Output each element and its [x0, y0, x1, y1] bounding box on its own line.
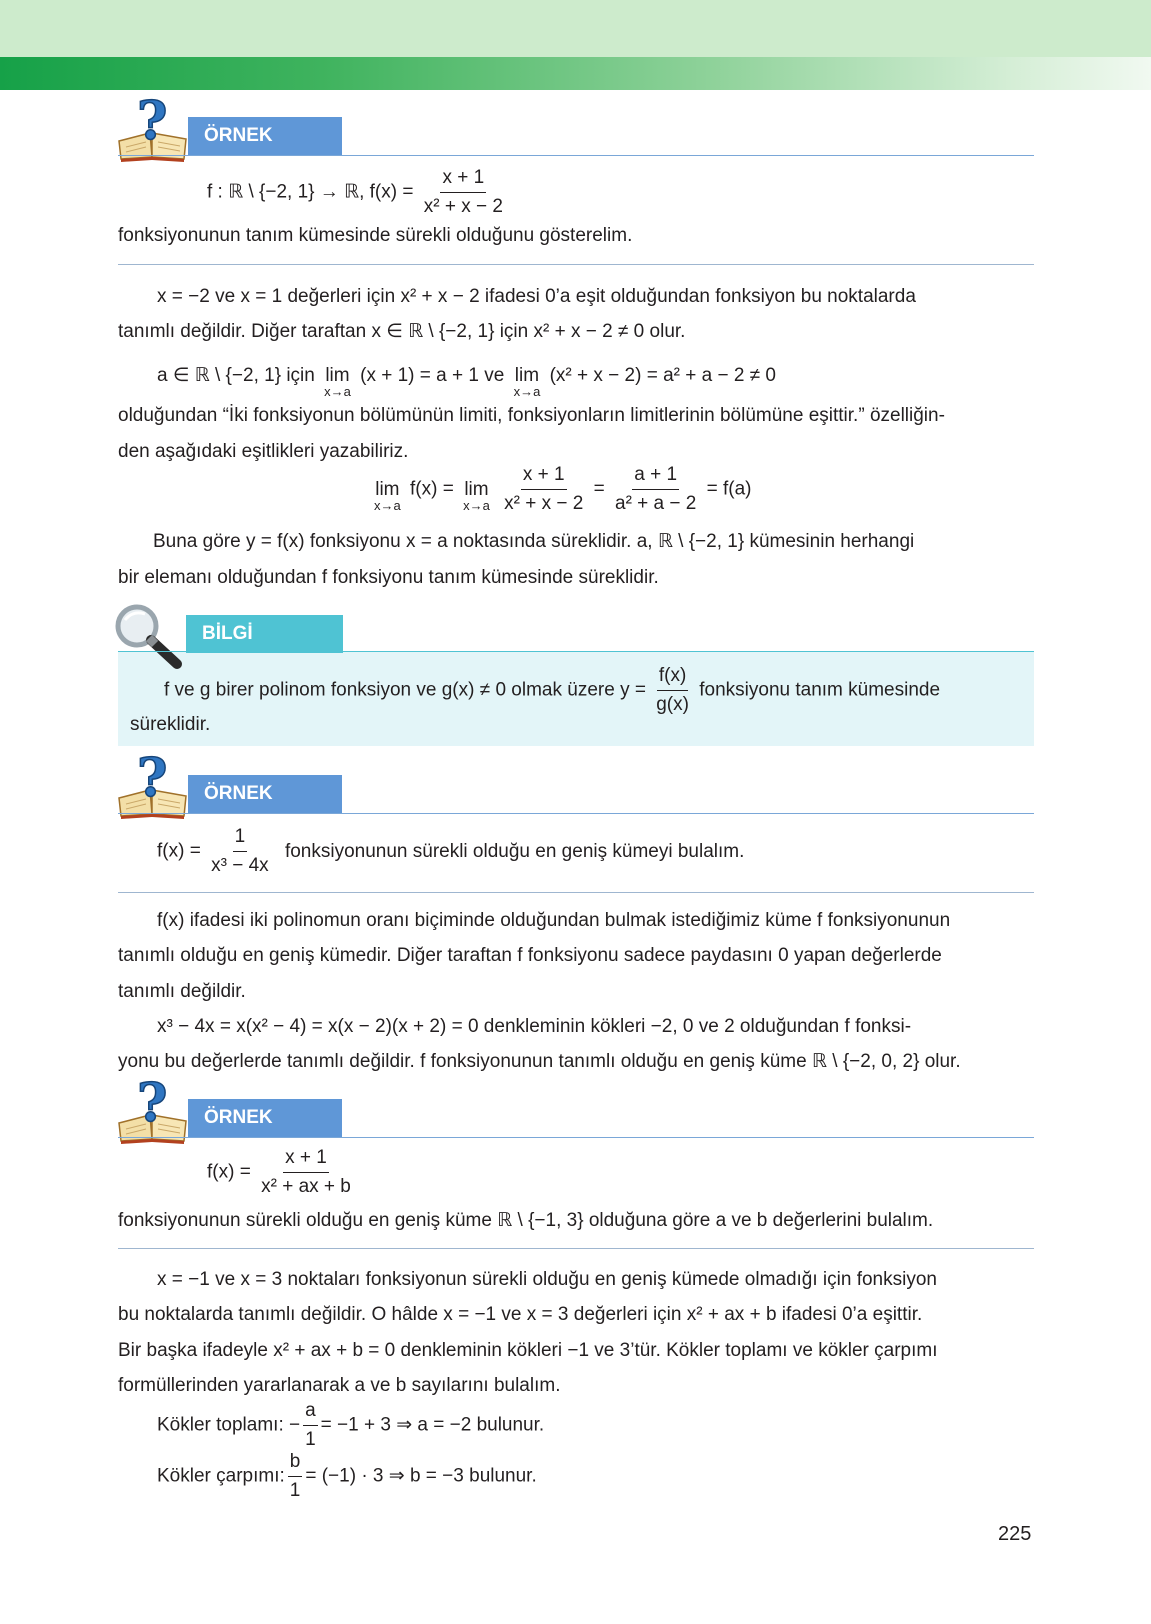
section-rule	[118, 651, 1034, 652]
bilgi-label: BİLGİ	[186, 615, 343, 653]
limit-symbol: lim x→a	[324, 365, 351, 399]
ex1-task: fonksiyonunun tanım kümesinde sürekli olduğunu gösterelim.	[118, 225, 633, 246]
ex3-p1-line1: x = −1 ve x = 3 noktaları fonksiyonun sürekli olduğu en geniş kümede olmadığı için fonksiyon	[157, 1269, 937, 1290]
ex2-definition: f(x) = $\frac{1}{\text{x³ − 4x}}$ fonksiyonunun sürekli olduğu en geniş kümeyi bulalım.	[157, 826, 745, 876]
section-rule	[118, 813, 1034, 814]
fraction: $\frac{a}{1}$	[305, 1400, 316, 1450]
fraction: $\frac{x + 1}{\text{x² + x − 2}}$	[423, 167, 503, 217]
fraction: $\frac{f(x)}{g(x)}$	[656, 665, 689, 715]
roots-sum: Kökler toplamı: − $\frac{a}{1}$ = −1 + 3 ⇒ a = −2 bulunur.	[157, 1400, 545, 1450]
ornek-label: ÖRNEK	[188, 117, 342, 155]
ex1-definition: f : ℝ \ {−2, 1} → ℝ, f(x) = $\frac{x + 1}{\text{x² + x − 2}}$	[207, 167, 503, 217]
divider	[118, 892, 1034, 893]
ex2-p1-line2: tanımlı olduğu en geniş kümedir. Diğer taraftan f fonksiyonu sadece paydasını 0 yapan değerlerde	[118, 945, 942, 966]
ex2-p1-line1: f(x) ifadesi iki polinomun oranı biçiminde olduğundan bulmak istediğimiz küme f fonksiyonunun	[157, 910, 951, 931]
divider	[118, 264, 1034, 265]
fraction: $\frac{a + 1}{\text{a² + a − 2}}$	[615, 464, 697, 514]
ex3-definition: f(x) = $\frac{x + 1}{\text{x² + ax + b}}$	[207, 1147, 351, 1197]
ex1-p3-line1: olduğundan “İki fonksiyonun bölümünün limiti, fonksiyonların limitlerinin bölümüne eşittir.” özelliğin-	[118, 405, 945, 426]
book-question-icon	[116, 1079, 190, 1145]
ex3-p1-line4: formüllerinden yararlanarak a ve b sayılarını bulalım.	[118, 1375, 561, 1396]
bilgi-line2: süreklidir.	[130, 714, 211, 735]
header-green-bar	[0, 57, 1151, 90]
book-question-icon	[116, 97, 190, 163]
header-band	[0, 0, 1151, 57]
svg-text:?: ?	[137, 1079, 168, 1134]
ornek-label: ÖRNEK	[188, 1099, 342, 1137]
ex1-p3-line2: den aşağıdaki eşitlikleri yazabiliriz.	[118, 441, 409, 462]
fraction: $\frac{1}{\text{x³ − 4x}}$	[211, 826, 269, 876]
ex2-p1-line3: tanımlı değildir.	[118, 981, 246, 1002]
ex1-p1-line1: x = −2 ve x = 1 değerleri için x² + x − 2 ifadesi 0’a eşit olduğundan fonksiyon bu noktalarda	[157, 286, 916, 307]
svg-text:?: ?	[137, 754, 168, 809]
ex3-p1-line3: Bir başka ifadeyle x² + ax + b = 0 denkleminin kökleri −1 ve 3’tür. Kökler toplamı ve kökler çarpımı	[118, 1340, 938, 1361]
limit-symbol: lim x→a	[463, 478, 490, 513]
roots-product: Kökler çarpımı: $\frac{b}{1}$ = (−1) · 3 ⇒ b = −3 bulunur.	[157, 1451, 537, 1501]
fraction: $\frac{b}{1}$	[289, 1451, 301, 1501]
ornek-label: ÖRNEK	[188, 775, 342, 813]
ex2-p2-line1: x³ − 4x = x(x² − 4) = x(x − 2)(x + 2) = 0 denkleminin kökleri −2, 0 ve 2 olduğundan f fonksi-	[157, 1016, 912, 1037]
ex2-p2-line2: yonu bu değerlerde tanımlı değildir. f fonksiyonunun tanımlı olduğu en geniş küme ℝ \ {−2, 0, 2} olur.	[118, 1051, 961, 1072]
bilgi-line1: f ve g birer polinom fonksiyon ve g(x) ≠ 0 olmak üzere y = $\frac{f(x)}{g(x)}$ fonksiyonu tanım kümesinde	[164, 665, 941, 715]
magnifier-icon	[113, 602, 185, 670]
ex1-limit-equation: lim x→a f(x) = lim x→a $\frac{x + 1}{\text{x² + x − 2}}$ = $\frac{a + 1}{\text{a² + a − 2}}$ = f(a)	[374, 464, 752, 514]
section-rule	[118, 155, 1034, 156]
section-rule	[118, 1137, 1034, 1138]
limit-symbol: lim x→a	[513, 365, 541, 399]
ex1-p4-line2: bir elemanı olduğundan f fonksiyonu tanım kümesinde süreklidir.	[118, 567, 659, 588]
page-number: 225	[998, 1523, 1032, 1545]
ex3-p1-line2: bu noktalarda tanımlı değildir. O hâlde x = −1 ve x = 3 değerleri için x² + ax + b ifadesi 0’a eşittir.	[118, 1304, 923, 1325]
limit-symbol: lim x→a	[374, 478, 401, 513]
divider	[118, 1248, 1034, 1249]
svg-text:?: ?	[137, 97, 168, 152]
ex3-task: fonksiyonunun sürekli olduğu en geniş küme ℝ \ {−1, 3} olduğuna göre a ve b değerlerini bulalım.	[118, 1210, 934, 1231]
book-question-icon	[116, 754, 190, 820]
ex1-limit-line: a ∈ ℝ \ {−2, 1} için lim x→a (x + 1) = a + 1 ve lim x→a (x² + x − 2) = a² + a − 2 ≠ 0	[157, 365, 776, 399]
fraction: $\frac{x + 1}{\text{x² + ax + b}}$	[261, 1147, 351, 1197]
fraction: $\frac{x + 1}{\text{x² + x − 2}}$	[504, 464, 584, 514]
ex1-p1-line2: tanımlı değildir. Diğer taraftan x ∈ ℝ \ {−2, 1} için x² + x − 2 ≠ 0 olur.	[118, 321, 686, 342]
ex1-p4-line1: Buna göre y = f(x) fonksiyonu x = a noktasında süreklidir. a, ℝ \ {−2, 1} kümesinin herhangi	[153, 531, 915, 552]
